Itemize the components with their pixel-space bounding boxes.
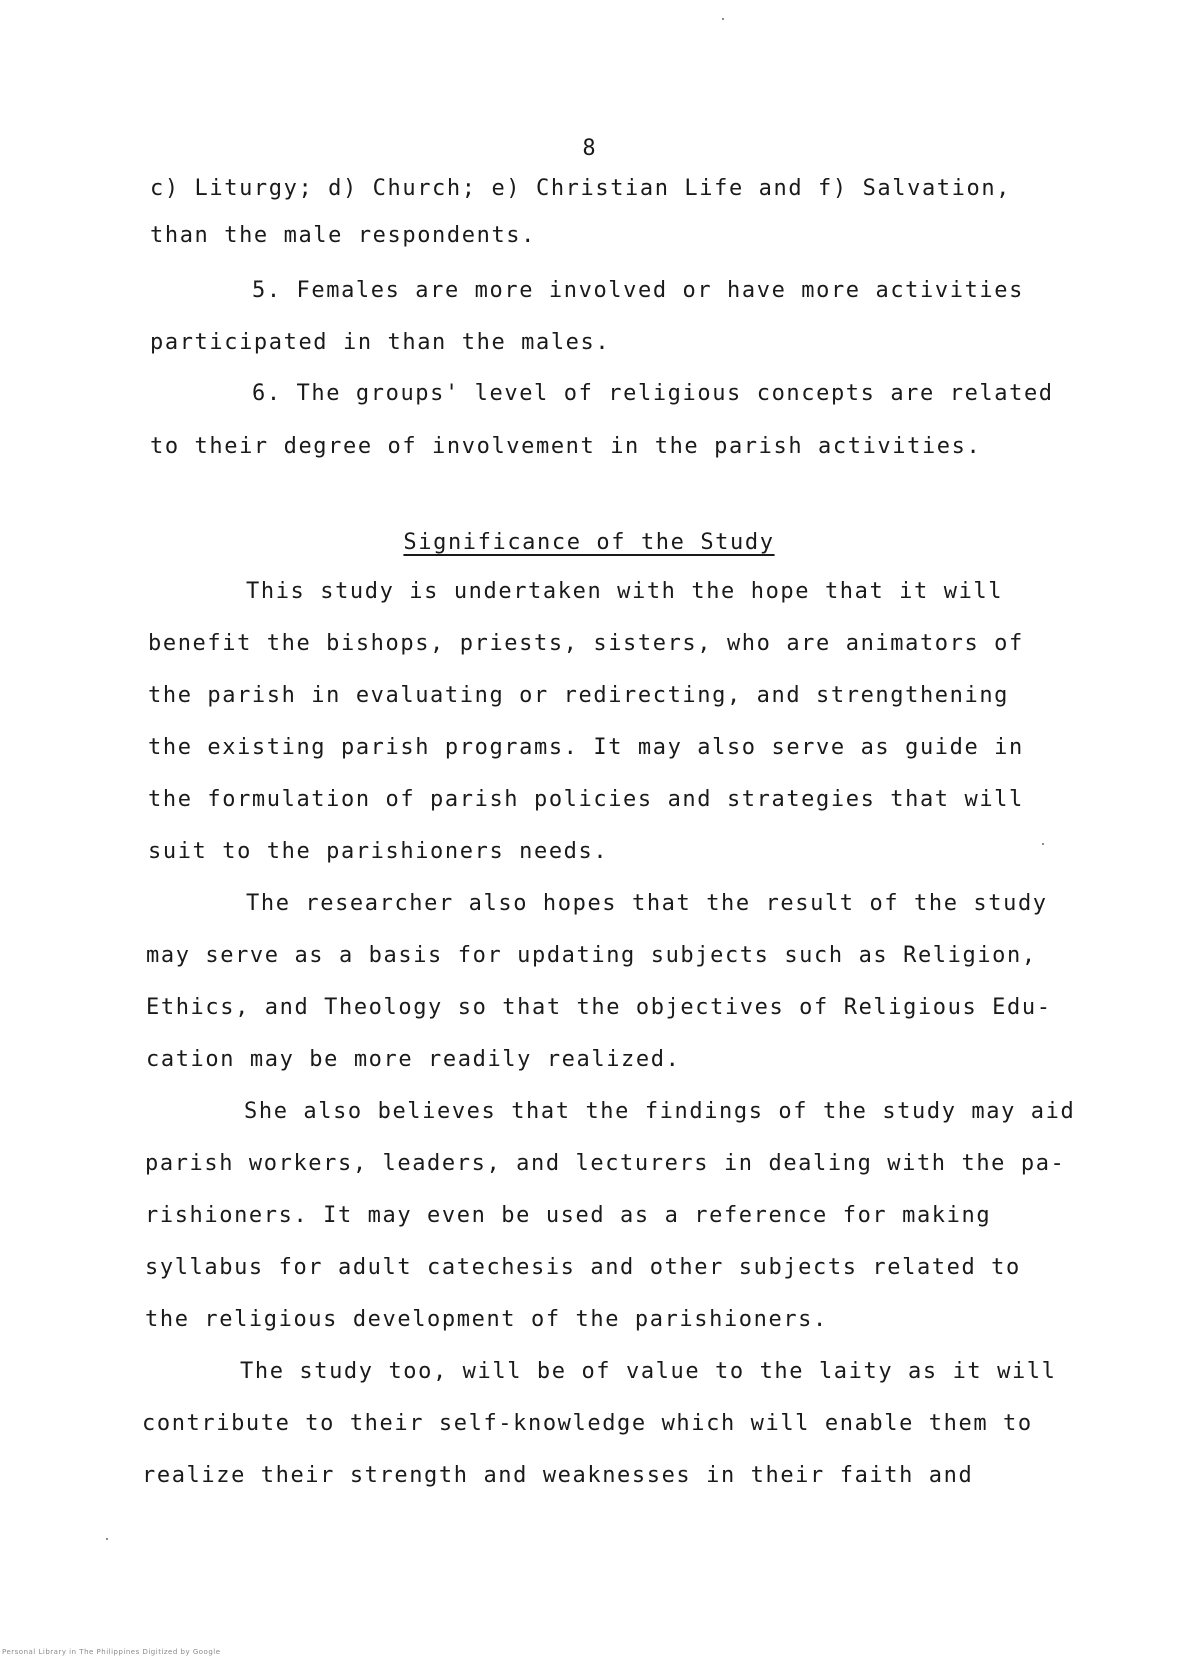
text-line: The researcher also hopes that the result of the study bbox=[246, 891, 1048, 916]
scan-speck bbox=[106, 1538, 108, 1540]
section-heading bbox=[0, 530, 1178, 555]
text-line: suit to the parishioners needs. bbox=[148, 839, 609, 864]
text-line: 6. The groups' level of religious concepts are related bbox=[252, 381, 1054, 406]
text-line: contribute to their self-knowledge which will enable them to bbox=[142, 1411, 1033, 1436]
text-line: benefit the bishops, priests, sisters, who are animators of bbox=[148, 631, 1024, 656]
text-line: 5. Females are more involved or have more activities bbox=[252, 278, 1024, 303]
text-line: to their degree of involvement in the parish activities. bbox=[150, 434, 982, 459]
scan-speck bbox=[722, 18, 724, 20]
text-line: The study too, will be of value to the laity as it will bbox=[240, 1359, 1057, 1384]
page-number: 8 bbox=[582, 136, 596, 161]
text-line: c) Liturgy; d) Church; e) Christian Life and f) Salvation, bbox=[150, 176, 1012, 201]
text-line: realize their strength and weaknesses in their faith and bbox=[142, 1463, 974, 1488]
section-heading-text: Significance of the Study bbox=[403, 530, 775, 555]
text-line: the formulation of parish policies and strategies that will bbox=[148, 787, 1024, 812]
text-line: than the male respondents. bbox=[150, 223, 536, 248]
text-line: the existing parish programs. It may also serve as guide in bbox=[148, 735, 1024, 760]
text-line: participated in than the males. bbox=[150, 330, 611, 355]
text-line: the religious development of the parishioners. bbox=[145, 1307, 828, 1332]
scan-footer: Personal Library in The Philippines Digitized by Google bbox=[2, 1648, 221, 1656]
text-line: This study is undertaken with the hope that it will bbox=[246, 579, 1004, 604]
text-line: cation may be more readily realized. bbox=[146, 1047, 681, 1072]
text-line: may serve as a basis for updating subjects such as Religion, bbox=[146, 943, 1037, 968]
text-line: parish workers, leaders, and lecturers in dealing with the pa- bbox=[145, 1151, 1066, 1176]
scan-speck bbox=[1042, 843, 1044, 845]
text-line: the parish in evaluating or redirecting, and strengthening bbox=[148, 683, 1010, 708]
text-line: Ethics, and Theology so that the objectives of Religious Edu- bbox=[146, 995, 1052, 1020]
text-line: syllabus for adult catechesis and other subjects related to bbox=[145, 1255, 1021, 1280]
text-line: rishioners. It may even be used as a reference for making bbox=[145, 1203, 992, 1228]
text-line: She also believes that the findings of the study may aid bbox=[244, 1099, 1076, 1124]
